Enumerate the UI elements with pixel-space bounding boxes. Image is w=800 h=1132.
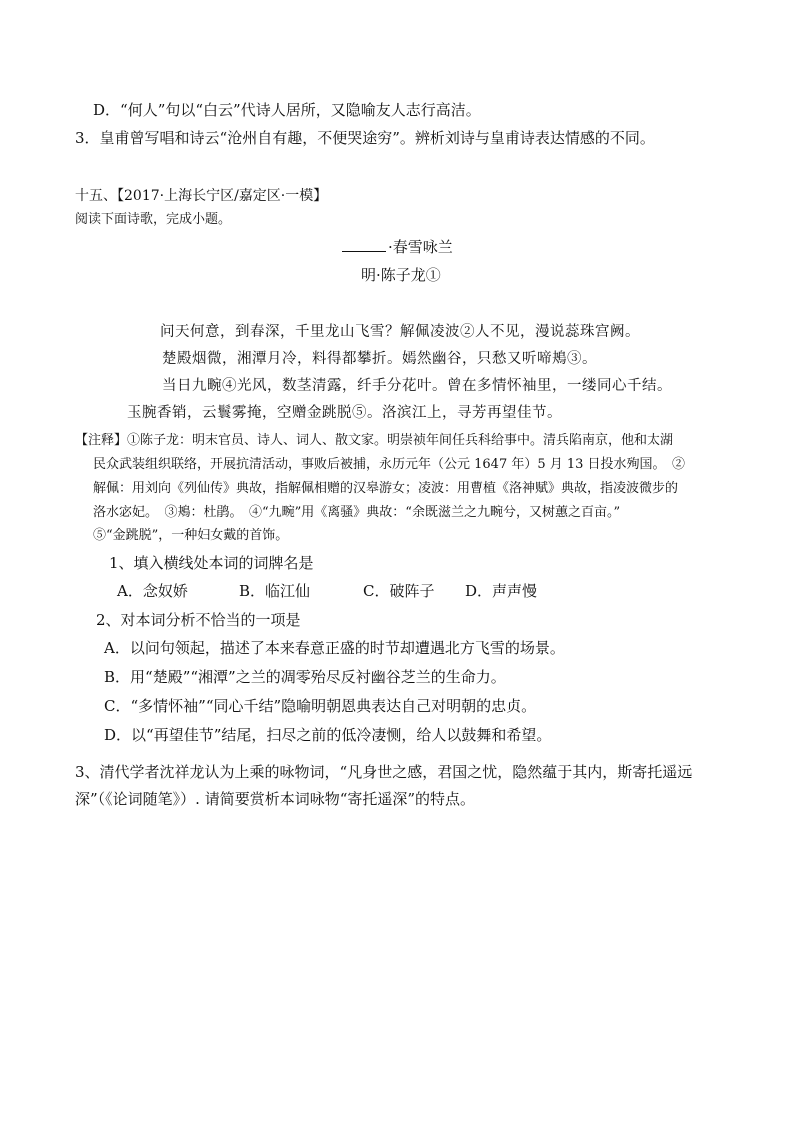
notes-line: 解佩：用刘向《列仙传》典故，指解佩相赠的汉皋游女；凌波：用曹植《洛神赋》典故，指凌波微步的 <box>93 481 679 496</box>
poem-author: 明·陈子龙① <box>361 266 441 284</box>
prev-question-3: 3．皇甫曾写唱和诗云“沧州自有趣，不便哭途穷”。辨析刘诗与皇甫诗表达情感的不同。 <box>75 129 655 147</box>
q1-options <box>117 580 537 601</box>
q2-option-d[interactable]: D．以“再望佳节”结尾，扫尽之前的低冷凄恻，给人以鼓舞和希望。 <box>104 726 552 744</box>
q1-stem: 1、填入横线处本词的词牌名是 <box>109 554 314 572</box>
q1-option-a[interactable]: A．念奴娇 <box>117 582 188 600</box>
poem-line: 当日九畹④光风，数茎清露，纤手分花叶。曾在多情怀袖里，一缕同心千结。 <box>162 378 672 394</box>
section-header: 十五、【2017·上海长宁区/嘉定区·一模】 <box>75 188 328 204</box>
title-blank <box>342 239 386 252</box>
poem-line: 楚殿烟微，湘潭月冷，料得都攀折。嫣然幽谷，只愁又听啼鴂③。 <box>162 351 597 367</box>
q1-option-d[interactable]: D．声声慢 <box>465 582 538 600</box>
q1-option-b[interactable]: B．临江仙 <box>239 582 311 600</box>
q3-line-1: 3、清代学者沈祥龙认为上乘的咏物词，“凡身世之感，君国之忧，隐然蕴于其内，斯寄托遥远 <box>75 763 693 781</box>
poem-title <box>342 236 453 257</box>
notes-line: 【注释】①陈子龙：明末官员、诗人、词人、散文家。明崇祯年间任兵科给事中。清兵陷南京，他和太湖 <box>75 433 674 448</box>
prev-option-d: D．“何人”句以“白云”代诗人居所，又隐喻友人志行高洁。 <box>93 101 481 119</box>
poem-title-text: ·春雪咏兰 <box>388 238 453 256</box>
q2-option-a[interactable]: A．以问句领起，描述了本来春意正盛的时节却遭遇北方飞雪的场景。 <box>104 639 565 657</box>
q1-option-c[interactable]: C．破阵子 <box>363 582 435 600</box>
q2-stem: 2、对本词分析不恰当的一项是 <box>96 611 301 629</box>
section-instruction: 阅读下面诗歌，完成小题。 <box>75 212 232 227</box>
poem-line: 问天何意，到春深，千里龙山飞雪？解佩凌波②人不见，漫说蕊珠宫阙。 <box>160 324 640 340</box>
q2-option-b[interactable]: B．用“楚殿”“湘潭”之兰的凋零殆尽反衬幽谷芝兰的生命力。 <box>104 668 506 686</box>
notes-line: ⑤“金跳脱”，一种妇女戴的首饰。 <box>93 528 289 543</box>
q2-option-c[interactable]: C．“多情怀袖”“同心千结”隐喻明朝恩典表达自己对明朝的忠贞。 <box>104 697 537 715</box>
poem-line: 玉腕香销，云鬟雾掩，空赠金跳脱⑤。洛滨江上，寻芳再望佳节。 <box>127 405 562 421</box>
notes-line: 民众武装组织联络，开展抗清活动，事败后被捕，永历元年（公元 1647 年）5 月 13 日投水殉国。 ② <box>93 457 686 472</box>
notes-line: 洛水宓妃。 ③鴂：杜鹃。 ④“九畹”用《离骚》典故：“余既滋兰之九畹兮，又树蕙之百亩。” <box>93 505 621 520</box>
q3-line-2: 深”（《论词随笔》）. 请简要赏析本词咏物“寄托遥深”的特点。 <box>75 790 476 808</box>
